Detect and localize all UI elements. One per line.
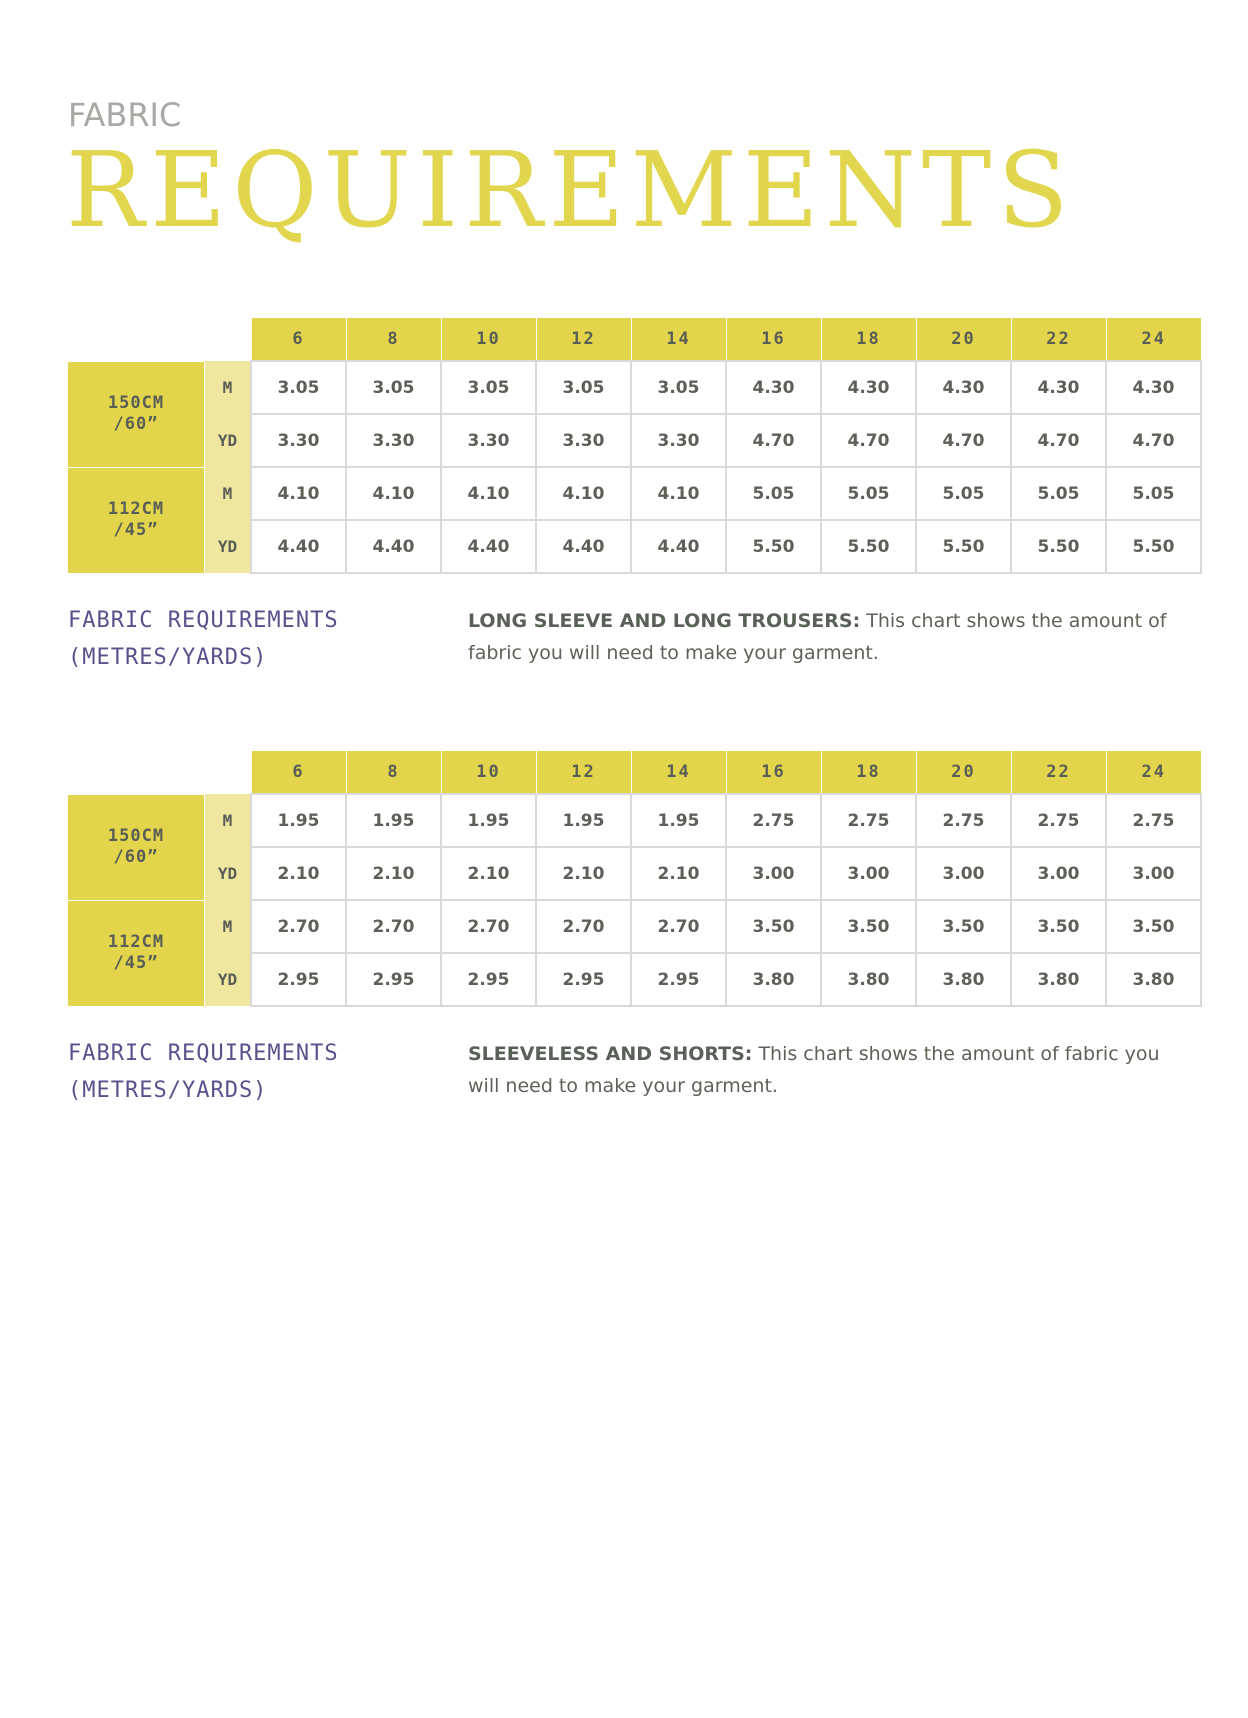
value-cell: 5.05 [1106, 467, 1201, 520]
width-line2: /60” [113, 847, 159, 867]
blank-corner [68, 751, 251, 794]
value-cell: 2.10 [251, 847, 346, 900]
value-cell: 3.50 [1106, 900, 1201, 953]
value-cell: 3.50 [1011, 900, 1106, 953]
size-header: 8 [346, 751, 441, 794]
table-row [68, 467, 1201, 520]
value-cell: 2.75 [916, 794, 1011, 847]
value-cell: 3.30 [346, 414, 441, 467]
value-cell: 1.95 [631, 794, 726, 847]
fabric-width-label [68, 361, 205, 467]
width-line1: 150CM [107, 392, 165, 413]
value-cell: 3.50 [821, 900, 916, 953]
value-cell: 4.10 [631, 467, 726, 520]
value-cell: 3.05 [346, 361, 441, 414]
size-header: 16 [726, 318, 821, 361]
table1-caption-title [68, 602, 339, 676]
value-cell: 4.10 [441, 467, 536, 520]
value-cell: 4.70 [821, 414, 916, 467]
value-cell: 3.30 [251, 414, 346, 467]
requirements-table [68, 751, 1202, 1007]
value-cell: 2.75 [1011, 794, 1106, 847]
value-cell: 2.70 [251, 900, 346, 953]
size-header: 20 [916, 318, 1011, 361]
value-cell: 3.05 [251, 361, 346, 414]
value-cell: 2.70 [441, 900, 536, 953]
value-cell: 5.50 [1011, 520, 1106, 573]
value-cell: 2.10 [441, 847, 536, 900]
value-cell: 3.80 [1106, 953, 1201, 1006]
table-row [68, 900, 1201, 953]
value-cell: 4.40 [536, 520, 631, 573]
caption-bold: LONG SLEEVE AND LONG TROUSERS: [468, 610, 861, 632]
unit-label: YD [205, 414, 252, 467]
unit-label: YD [205, 520, 252, 573]
size-header: 14 [631, 751, 726, 794]
caption-line1: FABRIC REQUIREMENTS [68, 608, 339, 633]
value-cell: 4.10 [536, 467, 631, 520]
size-header: 12 [536, 751, 631, 794]
value-cell: 3.80 [1011, 953, 1106, 1006]
value-cell: 5.05 [726, 467, 821, 520]
size-header: 6 [251, 318, 346, 361]
table-row [68, 847, 1201, 900]
table-row [68, 520, 1201, 573]
unit-label: M [205, 900, 252, 953]
size-header: 20 [916, 751, 1011, 794]
fabric-width-label [68, 794, 205, 900]
fabric-table-short [68, 751, 1202, 1007]
value-cell: 5.50 [726, 520, 821, 573]
width-line2: /45” [113, 520, 159, 540]
width-line1: 112CM [107, 498, 165, 519]
fabric-width-label [68, 467, 205, 573]
value-cell: 4.30 [726, 361, 821, 414]
value-cell: 3.05 [441, 361, 536, 414]
value-cell: 1.95 [441, 794, 536, 847]
size-header: 22 [1011, 751, 1106, 794]
value-cell: 3.50 [726, 900, 821, 953]
table2-caption-title [68, 1035, 339, 1109]
value-cell: 1.95 [251, 794, 346, 847]
value-cell: 1.95 [346, 794, 441, 847]
value-cell: 2.95 [631, 953, 726, 1006]
value-cell: 4.10 [346, 467, 441, 520]
table-row [68, 794, 1201, 847]
size-header: 18 [821, 751, 916, 794]
requirements-table [68, 318, 1202, 574]
value-cell: 4.70 [916, 414, 1011, 467]
value-cell: 3.05 [631, 361, 726, 414]
value-cell: 3.80 [726, 953, 821, 1006]
value-cell: 3.05 [536, 361, 631, 414]
value-cell: 3.30 [536, 414, 631, 467]
value-cell: 4.30 [1011, 361, 1106, 414]
table2-caption-description [468, 1038, 1180, 1102]
value-cell: 5.05 [821, 467, 916, 520]
caption-line2: (METRES/YARDS) [68, 1078, 268, 1103]
value-cell: 1.95 [536, 794, 631, 847]
table-row [68, 361, 1201, 414]
value-cell: 4.30 [821, 361, 916, 414]
value-cell: 5.50 [916, 520, 1011, 573]
value-cell: 5.50 [1106, 520, 1201, 573]
value-cell: 4.40 [251, 520, 346, 573]
value-cell: 5.05 [916, 467, 1011, 520]
value-cell: 4.30 [916, 361, 1011, 414]
size-header: 24 [1106, 318, 1201, 361]
value-cell: 2.95 [346, 953, 441, 1006]
value-cell: 4.40 [346, 520, 441, 573]
value-cell: 3.30 [441, 414, 536, 467]
width-line1: 112CM [107, 931, 165, 952]
table-row [68, 414, 1201, 467]
value-cell: 3.00 [1011, 847, 1106, 900]
caption-bold: SLEEVELESS AND SHORTS: [468, 1043, 753, 1065]
value-cell: 3.00 [821, 847, 916, 900]
size-header-row [68, 751, 1201, 794]
width-line1: 150CM [107, 825, 165, 846]
value-cell: 2.70 [631, 900, 726, 953]
value-cell: 4.10 [251, 467, 346, 520]
value-cell: 3.00 [916, 847, 1011, 900]
value-cell: 2.75 [821, 794, 916, 847]
value-cell: 5.50 [821, 520, 916, 573]
width-line2: /45” [113, 953, 159, 973]
value-cell: 3.00 [1106, 847, 1201, 900]
value-cell: 4.30 [1106, 361, 1201, 414]
caption-line1: FABRIC REQUIREMENTS [68, 1041, 339, 1066]
value-cell: 2.70 [536, 900, 631, 953]
size-header: 10 [441, 318, 536, 361]
fabric-width-label [68, 900, 205, 1006]
unit-label: YD [205, 953, 252, 1006]
size-header: 22 [1011, 318, 1106, 361]
unit-label: M [205, 794, 252, 847]
blank-corner [68, 318, 251, 361]
value-cell: 4.70 [1106, 414, 1201, 467]
caption-text: This chart shows the amount of fabric you will need to make your garment. [468, 1043, 1160, 1097]
value-cell: 2.10 [536, 847, 631, 900]
pre-title: FABRIC [68, 96, 182, 134]
unit-label: YD [205, 847, 252, 900]
fabric-table-long [68, 318, 1202, 574]
value-cell: 2.95 [441, 953, 536, 1006]
size-header: 24 [1106, 751, 1201, 794]
size-header-row [68, 318, 1201, 361]
value-cell: 3.80 [821, 953, 916, 1006]
size-header: 12 [536, 318, 631, 361]
width-line2: /60” [113, 414, 159, 434]
value-cell: 2.95 [251, 953, 346, 1006]
value-cell: 3.00 [726, 847, 821, 900]
unit-label: M [205, 361, 252, 414]
value-cell: 4.70 [1011, 414, 1106, 467]
value-cell: 3.80 [916, 953, 1011, 1006]
size-header: 14 [631, 318, 726, 361]
unit-label: M [205, 467, 252, 520]
size-header: 6 [251, 751, 346, 794]
value-cell: 2.70 [346, 900, 441, 953]
value-cell: 2.10 [346, 847, 441, 900]
value-cell: 3.30 [631, 414, 726, 467]
caption-line2: (METRES/YARDS) [68, 645, 268, 670]
page-title: REQUIREMENTS [66, 129, 1075, 251]
size-header: 10 [441, 751, 536, 794]
value-cell: 3.50 [916, 900, 1011, 953]
size-header: 18 [821, 318, 916, 361]
value-cell: 2.75 [1106, 794, 1201, 847]
table-row [68, 953, 1201, 1006]
value-cell: 2.10 [631, 847, 726, 900]
size-header: 8 [346, 318, 441, 361]
value-cell: 4.40 [631, 520, 726, 573]
value-cell: 4.40 [441, 520, 536, 573]
table1-caption-description [468, 605, 1180, 669]
size-header: 16 [726, 751, 821, 794]
value-cell: 4.70 [726, 414, 821, 467]
value-cell: 2.95 [536, 953, 631, 1006]
caption-text: This chart shows the amount of fabric you will need to make your garment. [468, 610, 1167, 664]
value-cell: 2.75 [726, 794, 821, 847]
value-cell: 5.05 [1011, 467, 1106, 520]
